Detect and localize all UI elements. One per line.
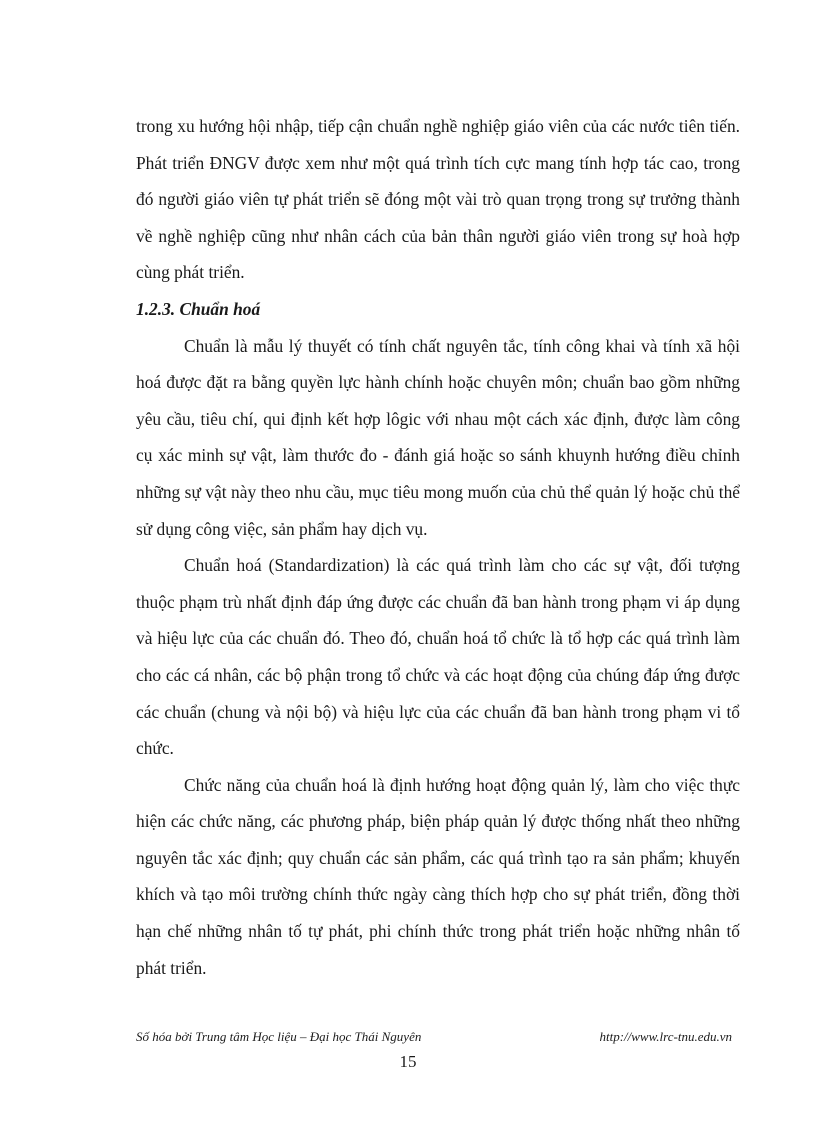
document-body (136, 108, 740, 986)
paragraph-standardization: Chuẩn hoá (Standardization) là các quá trình làm cho các sự vật, đối tượng thuộc phạm trù nhất định đáp ứng được các chuẩn đã ban hành trong phạm vi áp dụng và hiệu lực của các chuẩn đó. Theo đó, chuẩn hoá tổ chức là tổ hợp các quá trình làm cho các cá nhân, các bộ phận trong tổ chức và các hoạt động của chúng đáp ứng được các chuẩn (chung và nội bộ) và hiệu lực của các chuẩn đã ban hành trong phạm vi tổ chức. (136, 555, 740, 759)
paragraph-function: Chức năng của chuẩn hoá là định hướng hoạt động quản lý, làm cho việc thực hiện các chức năng, các phương pháp, biện pháp quản lý được thống nhất theo những nguyên tắc xác định; quy chuẩn các sản phẩm, các quá trình tạo ra sản phẩm; khuyến khích và tạo môi trường chính thức ngày càng thích hợp cho sự phát triển, đồng thời hạn chế những nhân tố tự phát, phi chính thức trong phát triển hoặc những nhân tố phát triển. (136, 774, 740, 978)
paragraph-continuation: trong xu hướng hội nhập, tiếp cận chuẩn nghề nghiệp giáo viên của các nước tiên tiến. Phát triển ĐNGV được xem như một quá trình tích cực mang tính hợp tác cao, trong đó người giáo viên tự phát triển sẽ đóng một vài trò quan trọng trong sự trưởng thành về nghề nghiệp cũng như nhân cách của bản thân người giáo viên trong sự hoà hợp cùng phát triển. (136, 116, 740, 283)
section-heading: 1.2.3. Chuẩn hoá (136, 298, 261, 319)
footer-url-link[interactable]: http://www.lrc-tnu.edu.vn (599, 1029, 732, 1044)
footer-source-text: Số hóa bởi Trung tâm Học liệu – Đại học Thái Nguyên (136, 1029, 422, 1044)
page-number: 15 (399, 1052, 417, 1071)
paragraph-definition-standard: Chuẩn là mẫu lý thuyết có tính chất nguyên tắc, tính công khai và tính xã hội hoá được đặt ra bằng quyền lực hành chính hoặc chuyên môn; chuẩn bao gồm những yêu cầu, tiêu chí, qui định kết hợp lôgic với nhau một cách xác định, được làm công cụ xác minh sự vật, làm thước đo - đánh giá hoặc so sánh khuynh hướng điều chỉnh những sự vật này theo nhu cầu, mục tiêu mong muốn của chủ thể quản lý hoặc chủ thể sử dụng công việc, sản phẩm hay dịch vụ. (136, 335, 740, 539)
